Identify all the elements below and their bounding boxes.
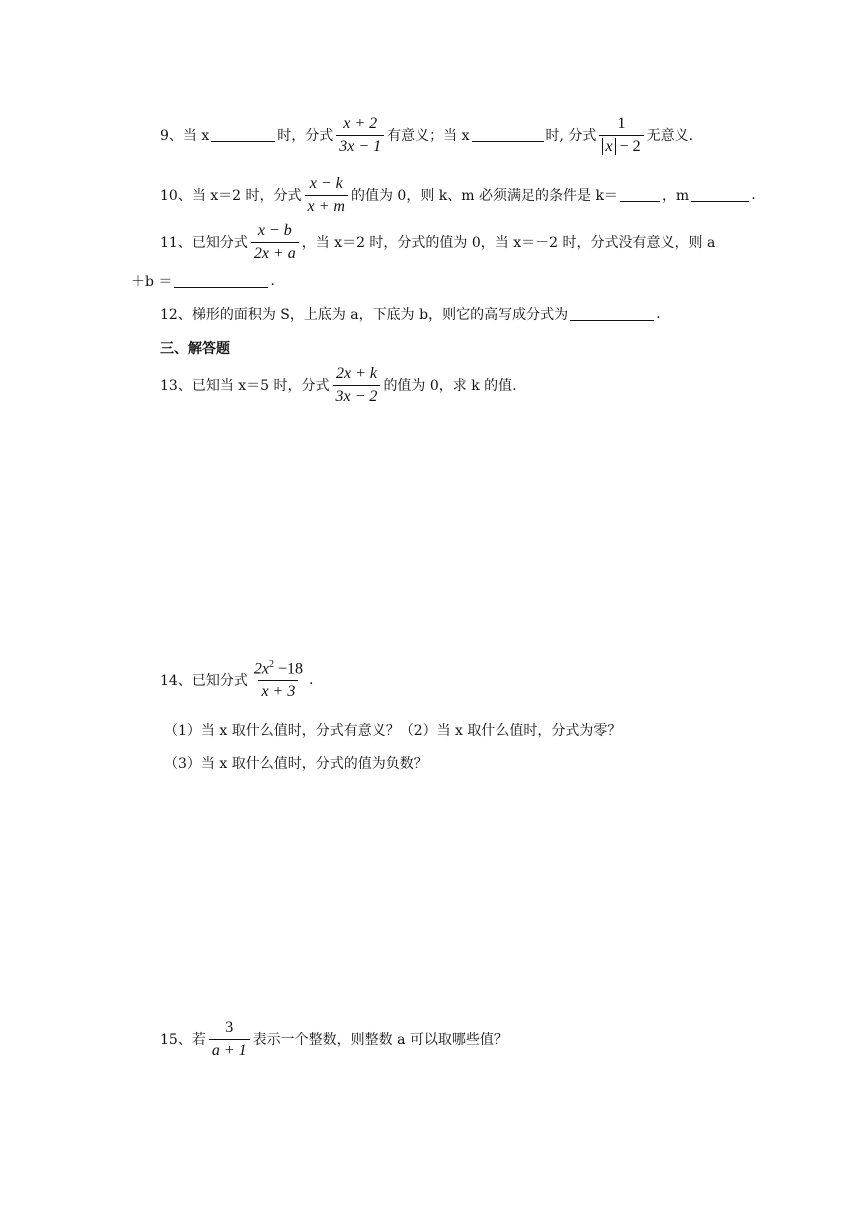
- fraction: [251, 659, 306, 701]
- q12-text: .: [656, 306, 661, 322]
- q9-text: 无意义.: [646, 128, 694, 144]
- question-13: [160, 362, 517, 408]
- question-10: [160, 172, 756, 218]
- q11-text: .: [270, 273, 275, 289]
- q10-text: 的值为 0，则 k、m 必须满足的条件是 k＝: [350, 188, 618, 204]
- fraction: [599, 115, 643, 156]
- fraction: [209, 1019, 250, 1060]
- q13-text: 的值为 0，求 k 的值.: [383, 378, 517, 394]
- fraction: [336, 115, 384, 156]
- q14-text: .: [308, 672, 314, 688]
- fraction: [333, 365, 381, 406]
- q11-text: ＋b ＝: [131, 274, 173, 290]
- fraction: [251, 222, 299, 263]
- answer-blank[interactable]: [691, 189, 749, 202]
- denominator: 3x − 1: [336, 135, 384, 156]
- q11-prefix: 11、已知分式: [160, 235, 248, 251]
- denominator: a + 1: [209, 1039, 250, 1060]
- question-14-sub3: [164, 752, 428, 774]
- q15-prefix: 15、若: [160, 1032, 206, 1048]
- question-14: [160, 655, 313, 705]
- numerator: 2x + k: [335, 364, 377, 382]
- answer-blank[interactable]: [211, 129, 275, 142]
- section-title: 三、解答题: [160, 341, 230, 357]
- q10-text: ，m: [661, 188, 690, 204]
- q11-text: ，当 x＝2 时，分式的值为 0，当 x＝－2 时，分式没有意义，则 a: [301, 235, 716, 251]
- q10-prefix: 10、当 x＝2 时，分式: [160, 188, 302, 204]
- numerator: [251, 659, 306, 680]
- exponent: 2: [268, 658, 274, 670]
- numerator: 1: [617, 114, 626, 132]
- q9-text: 时，分式: [277, 128, 334, 144]
- question-11-line2: [131, 270, 275, 292]
- question-9: [160, 110, 693, 160]
- fraction: [305, 175, 348, 216]
- numerator: x − k: [309, 174, 343, 192]
- q14-prefix: 14、已知分式: [160, 673, 248, 689]
- q14-subquestion: （1）当 x 取什么值时，分式有意义？（2）当 x 取什么值时，分式为零？: [164, 723, 622, 739]
- denominator: 2x + a: [251, 242, 299, 263]
- denominator: 3x − 2: [333, 385, 381, 406]
- section-heading: [160, 337, 230, 359]
- question-11: [160, 220, 715, 264]
- answer-blank[interactable]: [472, 129, 544, 142]
- numerator: 3: [225, 1018, 234, 1036]
- q12-text: 12、梯形的面积为 S，上底为 a，下底为 b，则它的高写成分式为: [160, 307, 569, 323]
- numerator-base: 2x: [253, 660, 269, 678]
- answer-blank[interactable]: [174, 275, 268, 288]
- q14-subquestion: （3）当 x 取什么值时，分式的值为负数？: [164, 756, 428, 772]
- question-15: [160, 1016, 508, 1062]
- numerator-rest: −18: [273, 660, 303, 678]
- q13-prefix: 13、已知当 x＝5 时，分式: [160, 378, 330, 394]
- q9-prefix: 9、当 x: [160, 128, 210, 144]
- answer-blank[interactable]: [570, 308, 654, 321]
- question-14-sub12: [164, 719, 621, 741]
- denominator-rest: − 2: [615, 137, 641, 155]
- answer-blank[interactable]: [620, 189, 660, 202]
- q10-text: .: [751, 187, 756, 203]
- q15-text: 表示一个整数，则整数 a 可以取哪些值？: [252, 1032, 508, 1048]
- numerator: x − b: [257, 221, 292, 239]
- q9-text: 有意义；当 x: [387, 128, 470, 144]
- absolute-value: x: [602, 138, 615, 155]
- denominator: x + 3: [258, 680, 298, 701]
- question-12: [160, 303, 661, 325]
- denominator: x + m: [305, 195, 348, 216]
- denominator: [599, 135, 643, 156]
- q9-text: 时, 分式: [545, 128, 597, 144]
- numerator: x + 2: [343, 114, 378, 132]
